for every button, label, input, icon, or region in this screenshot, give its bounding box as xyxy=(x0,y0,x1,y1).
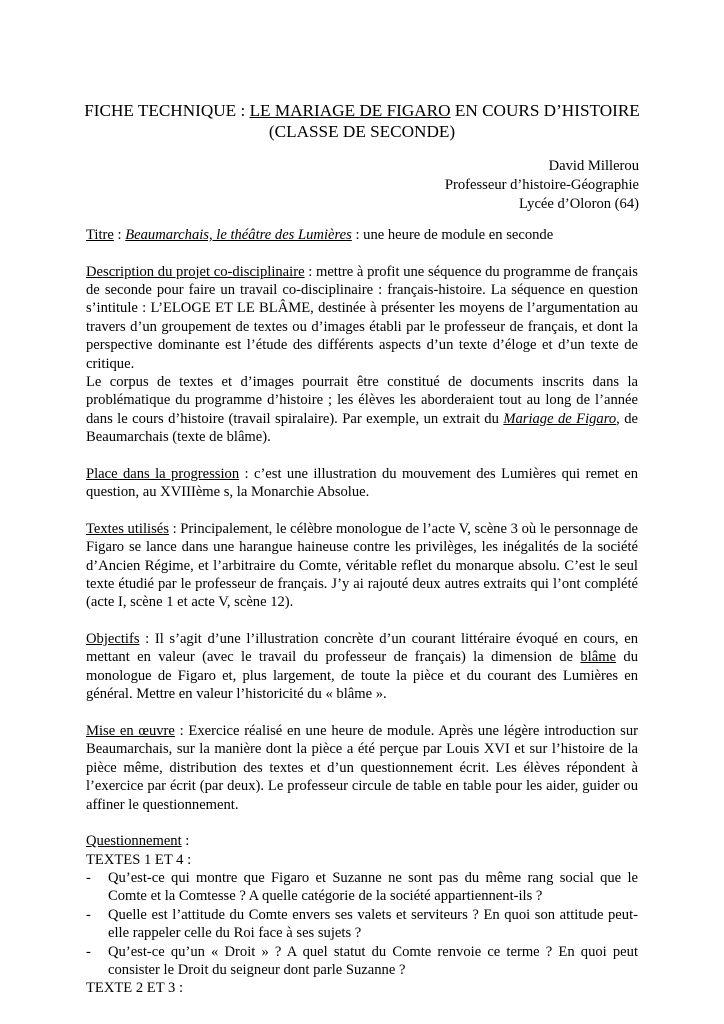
objectifs-text-2: du monologue de Figaro et, plus largement, de toute la pièce et du courant des Lumières en général. Mettre en valeur l’historicité du « blâme ». xyxy=(86,649,638,703)
group-1-heading: TEXTES 1 ET 4 : xyxy=(86,851,192,868)
section-mise-en-oeuvre xyxy=(86,722,638,814)
author-school: Lycée d’Oloron (64) xyxy=(519,196,639,212)
description-text-2a: Le corpus de textes et d’images pourrait être constitué de documents inscrits dans la problématique du programme d’histoire ; les élèves les aborderaient tout au long de l’année dans le cours d’histoire (travail spiralaire). Par exemple, un extrait du xyxy=(86,374,638,427)
question-text: Quelle est l’attitude du Comte envers ses valets et serviteurs ? En quoi son attitude peut-elle rappeler celle du Roi face à ses sujets ? xyxy=(108,906,638,942)
title-line-1 xyxy=(80,100,644,121)
author-name: David Millerou xyxy=(548,158,639,174)
question-text: Qu’est-ce qu’un « Droit » ? A quel statut du Comte renvoie ce terme ? En quoi peut consister le Droit du seigneur dont parle Suzanne ? xyxy=(108,943,638,978)
objectifs-text-1: : Il s’agit d’une l’illustration concrète d’un courant littéraire évoqué en cours, en mettant en valeur (avec le travail du professeur de français) la dimension de xyxy=(86,631,638,666)
group-2-heading: TEXTE 2 ET 3 : xyxy=(86,980,184,997)
section-place xyxy=(86,465,638,502)
description-label: Description du projet co-disciplinaire xyxy=(86,263,305,280)
titre-label: Titre xyxy=(86,227,114,243)
questionnement-suffix: : xyxy=(181,833,190,850)
titre-rest: : une heure de module en seconde xyxy=(351,227,554,243)
description-text-1: : mettre à profit une séquence du programme de français de seconde pour faire un travail co-disciplinaire : français-histoire. La séquence en question s’intitule : L’ELOGE ET LE BLÂME, destinée à présenter les moyens de l’argumentation au travers d’un groupement de textes ou d’images établi par le professeur de français, et dont la perspective dominante est l’étude des différents aspects d’un texte d’éloge et d’un texte de critique. xyxy=(86,263,638,372)
document-body xyxy=(86,226,638,998)
list-item xyxy=(86,869,638,906)
section-description xyxy=(86,263,638,447)
bullet-dash: - xyxy=(86,943,91,960)
section-objectifs xyxy=(86,630,638,704)
questionnement-heading xyxy=(86,832,638,850)
question-text: Qu’est-ce qui montre que Figaro et Suzanne ne sont pas du même rang social que le Comte et la Comtesse ? A quelle catégorie de la société appartiennent-ils ? xyxy=(108,869,638,905)
place-text: : c’est une illustration du mouvement des Lumières qui remet en question, au XVIIIème s, la Monarchie Absolue. xyxy=(86,465,638,501)
description-text-2b: , de Beaumarchais (texte de blâme). xyxy=(86,410,639,446)
title-line-2: (CLASSE DE SECONDE) xyxy=(268,122,456,141)
bullet-dash: - xyxy=(86,869,91,886)
title-play-name: LE MARIAGE DE FIGARO xyxy=(249,101,451,120)
section-titre xyxy=(86,226,638,244)
questionnement-label: Questionnement xyxy=(86,833,182,850)
mise-label: Mise en œuvre xyxy=(86,722,175,739)
list-item xyxy=(86,943,638,980)
author-role: Professeur d’histoire-Géographie xyxy=(444,177,639,193)
objectifs-label: Objectifs xyxy=(86,631,140,648)
titre-work: Beaumarchais, le théâtre des Lumières xyxy=(125,227,352,243)
mise-text: : Exercice réalisé en une heure de module. Après une légère introduction sur Beaumarchais, sur la manière dont la pièce a été perçue par Louis XVI et sur l’histoire de la pièce même, distribution des textes et d’un questionnement écrit. Les élèves répondent à l’exercice par écrit (par deux). Le professeur circule de table en table pour les aider, guider ou affiner le questionnement. xyxy=(86,722,638,813)
titre-sep: : xyxy=(113,227,126,243)
description-work-title: Mariage de Figaro xyxy=(503,410,617,427)
page-title xyxy=(80,100,644,142)
objectifs-blame: blâme xyxy=(580,649,617,666)
place-label: Place dans la progression xyxy=(86,465,240,482)
list-item xyxy=(86,906,638,943)
textes-label: Textes utilisés xyxy=(86,520,169,537)
textes-text: : Principalement, le célèbre monologue de l’acte V, scène 3 où le personnage de Figaro se lance dans une harangue haineuse contre les privilèges, les inégalités de la société d’Ancien Régime, et l’arbitraire du Comte, véritable reflet du monarque absolu. C’est le seul texte étudié par le professeur de français. J’y ai rajouté deux autres extraits qui l’ont complété (acte I, scène 1 et acte V, scène 12). xyxy=(86,520,638,611)
title-prefix: FICHE TECHNIQUE : xyxy=(84,101,250,120)
bullet-dash: - xyxy=(86,906,91,923)
title-suffix: EN COURS D’HISTOIRE xyxy=(450,101,640,120)
question-list xyxy=(86,869,638,979)
section-textes xyxy=(86,520,638,612)
author-block xyxy=(445,157,639,214)
